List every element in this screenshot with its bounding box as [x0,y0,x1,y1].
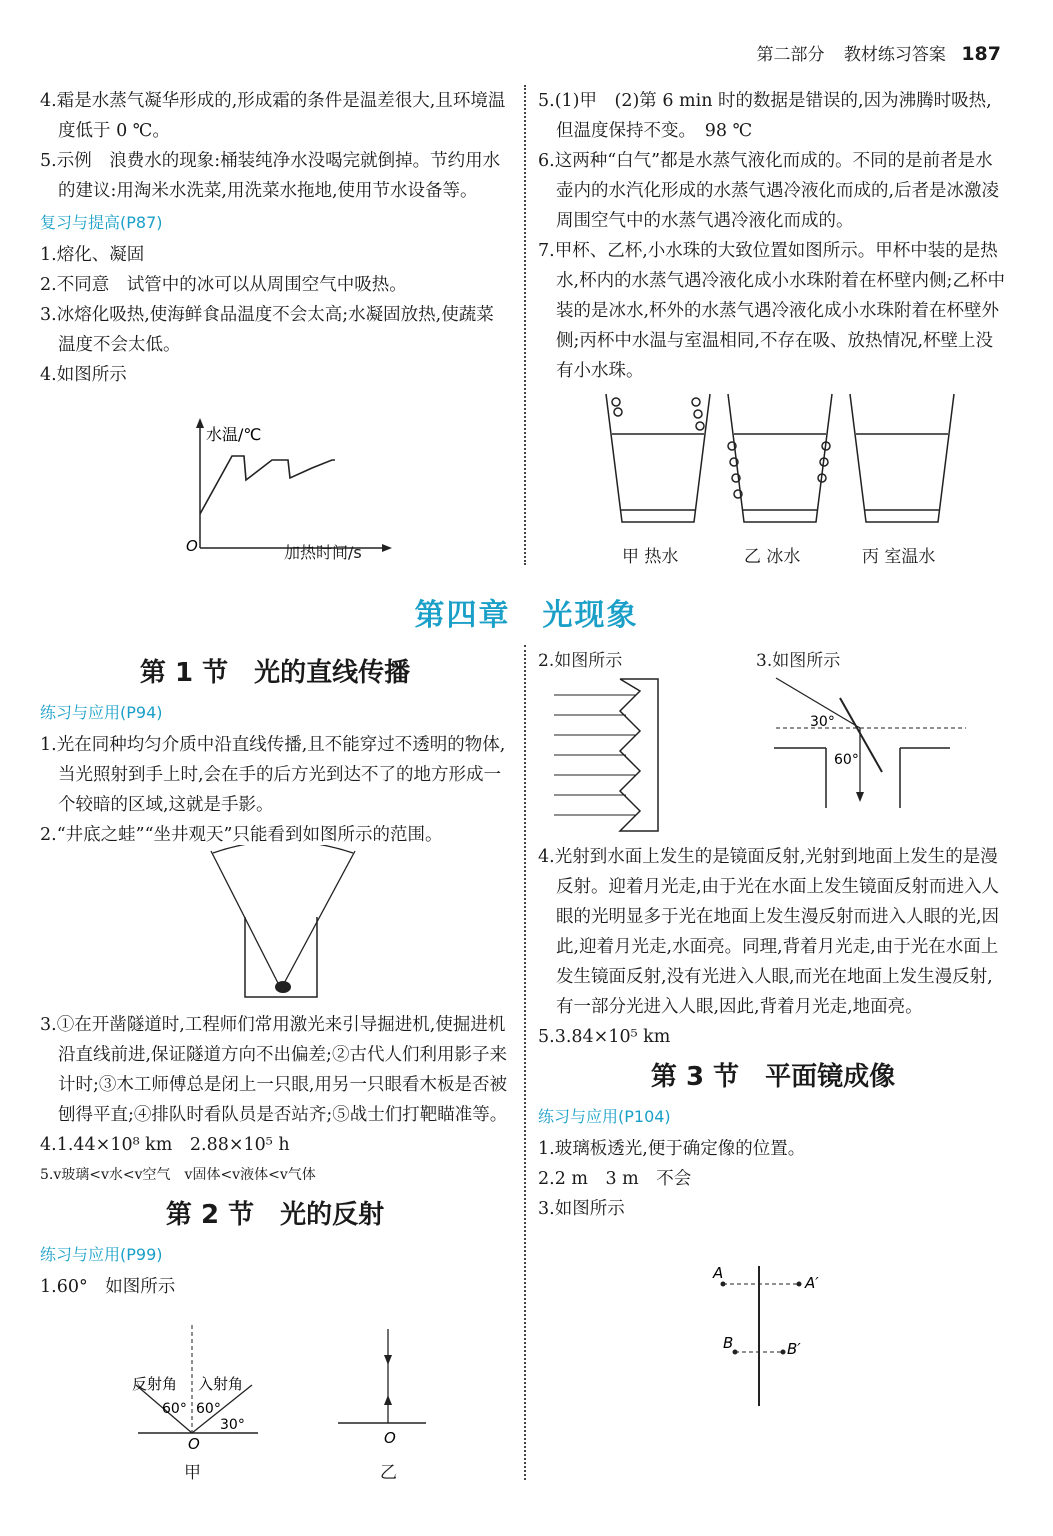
sec1-answer-r4: 4.光射到水面上发生的是镜面反射,光射到地面上发生的是漫反射。迎着月光走,由于光在水面上发生镜面反射而进入人眼的光明显多于光在地面上发生漫反射而进入人眼的光,因此,迎着月光走,水面亮。同理,背着月光走,由于光在水面上发生镜面反射,没有光进入人眼,而光在地面上发生漫反射,有一部分光进入人眼,因此,背着月光走,地面亮。 [538,847,1000,1017]
point-a-prime: A′ [805,1274,819,1292]
angle-60b: 60° [196,1401,221,1417]
sec1-answer-2: 2.“井底之蛙”“坐井观天”只能看到如图所示的范围。 [40,825,443,845]
frog [275,981,291,993]
graph-curve [200,456,335,514]
column-divider-bottom [524,645,526,1480]
point-b-prime: B′ [787,1340,801,1358]
answer-5: 5.示例 浪费水的现象:桶装纯净水没喝完就倒掉。节约用水的建议:用淘米水洗菜,用洗菜水拖地,使用节水设备等。 [40,151,501,201]
sec2-answer-1: 1.60° 如图所示 [40,1277,176,1297]
column-divider-top [524,85,526,565]
review-answer-4: 4.如图所示 [40,365,127,385]
angle-label-30: 30° [810,714,835,730]
reflected-angle-label: 反射角 [132,1375,178,1393]
graph-y-arrow [196,418,204,428]
review-subtitle: 复习与提高(P87) [40,213,163,232]
graph-x-arrow [382,544,392,552]
sec1-answer-5: 5.v玻璃<v水<v空气 v固体<v液体<v气体 [40,1167,316,1183]
fig-label-jia: 甲 [184,1463,201,1483]
page-number: 187 [961,43,1001,65]
incident-angle-label: 入射角 [198,1375,244,1393]
sec1-answer-r5: 5.3.84×10⁵ km [538,1027,671,1047]
sec3-answer-1: 1.玻璃板透光,便于确定像的位置。 [538,1139,806,1159]
review-answer-1: 1.熔化、凝固 [40,245,145,265]
sec1-answer-3: 3.①在开凿隧道时,工程师们常用激光来引导掘进机,使掘进机沿直线前进,保证隧道方向不出偏差;②古代人们利用影子来计时;③木工师傅总是闭上一只眼,用另一只眼看木板是否被刨得平直;④排队时看队员是否站齐;⑤战士们打靶瞄准等。 [40,1015,508,1125]
zigzag-mirror-figure [550,675,670,835]
right-mid-column [538,842,1008,1224]
view-arc [213,845,353,853]
answer-r7: 7.甲杯、乙杯,小水珠的大致位置如图所示。甲杯中装的是热水,杯内的水蒸气遇冷液化成小水珠附着在杯壁内侧;乙杯中装的是冰水,杯外的水蒸气遇冷液化成小水珠附着在杯壁外侧;丙杯中水温与室温相同,不存在吸、放热情况,杯壁上没有小水珠。 [538,241,1005,381]
angle-60a: 60° [162,1401,187,1417]
cup-label-3: 丙 室温水 [862,547,936,567]
answer-r6: 6.这两种“白气”都是水蒸气液化而成的。不同的是前者是水壶内的水汽化形成的水蒸气遇冷液化而成的,后者是冰激凌周围空气中的水蒸气遇冷液化而成的。 [538,151,1000,231]
cup-label-2: 乙 冰水 [744,547,801,567]
page-header [757,40,1001,65]
header-section: 第二部分 [756,45,825,65]
right-top-column [538,86,1008,386]
cup-label-1: 甲 热水 [622,547,679,567]
angle-label-60: 60° [834,752,859,768]
cups-figure [600,390,960,530]
section-1-subtitle: 练习与应用(P94) [40,703,163,722]
sec3-answer-3: 3.如图所示 [538,1199,625,1219]
sec1-answer-4: 4.1.44×10⁸ km 2.88×10⁵ h [40,1135,290,1155]
section-3-subtitle: 练习与应用(P104) [538,1107,671,1126]
graph-ylabel: 水温/℃ [206,425,262,444]
sec1-answer-q2: 2.如图所示 [538,651,623,671]
answer-4: 4.霜是水蒸气凝华形成的,形成霜的条件是温差很大,且环境温度低于 0 ℃。 [40,91,506,141]
left-top-column [40,86,510,390]
section-2-title: 第 2 节 光的反射 [165,1200,385,1230]
graph-origin: O [186,537,198,555]
section-1-cont [40,1010,510,1302]
angle-30: 30° [220,1417,245,1433]
point-o-2: O [384,1429,396,1447]
answer-r5: 5.(1)甲 (2)第 6 min 时的数据是错误的,因为沸腾时吸热,但温度保持不变。 98 ℃ [538,91,992,141]
point-b: B [723,1334,734,1352]
fig-label-yi: 乙 [380,1463,397,1483]
chapter-title: 第四章 光现象 [414,598,639,633]
point-a: A [713,1264,724,1282]
review-answer-3: 3.冰熔化吸热,使海鲜食品温度不会太高;水凝固放热,使蔬菜温度不会太低。 [40,305,494,355]
section-2-subtitle: 练习与应用(P99) [40,1245,163,1264]
header-title: 教材练习答案 [843,45,946,65]
section-3-title: 第 3 节 平面镜成像 [650,1062,896,1092]
graph-xlabel: 加热时间/s [284,543,362,562]
section-1 [40,652,510,850]
cup-hot [606,394,710,522]
well-frog-figure [205,845,365,1005]
cup-ice [728,394,832,522]
point-o-1: O [188,1435,200,1450]
plane-mirror-figure [705,1262,845,1412]
review-answer-2: 2.不同意 试管中的冰可以从周围空气中吸热。 [40,275,407,295]
cup-room [850,394,954,522]
reflection-figures [130,1325,460,1450]
sec1-answer-q3: 3.如图所示 [756,651,841,671]
sec1-answer-1: 1.光在同种均匀介质中沿直线传播,且不能穿过不透明的物体,当光照射到手上时,会在手的后方光到达不了的地方形成一个较暗的区域,这就是手影。 [40,735,506,815]
mirror-angle-figure [770,668,970,808]
section-1-title: 第 1 节 光的直线传播 [139,658,411,688]
sec3-answer-2: 2.2 m 3 m 不会 [538,1169,692,1189]
